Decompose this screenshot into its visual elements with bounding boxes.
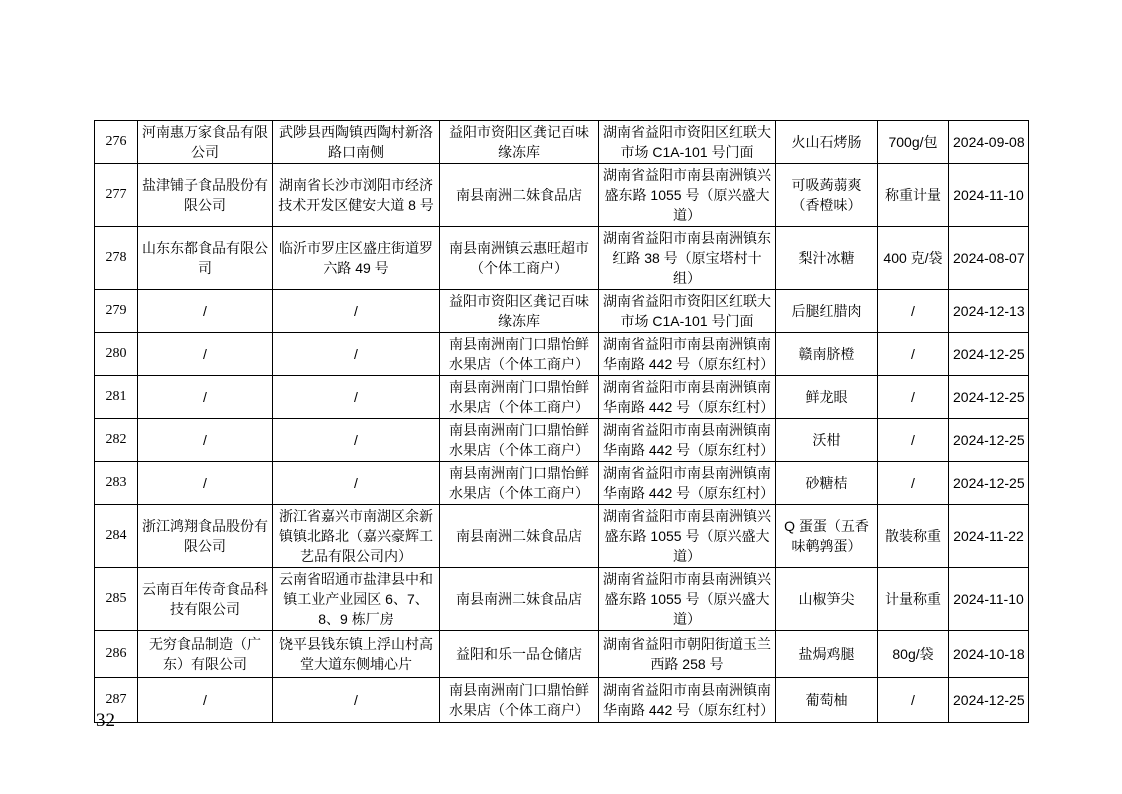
cell-producer-name: 云南百年传奇食品科技有限公司 xyxy=(138,568,273,631)
cell-producer-address: / xyxy=(273,333,440,376)
cell-producer-address: 湖南省长沙市浏阳市经济技术开发区健安大道 8 号 xyxy=(273,164,440,227)
table-row xyxy=(95,227,1029,290)
cell-food-name: 可吸蒟蒻爽（香橙味） xyxy=(776,164,878,227)
cell-producer-address: / xyxy=(273,376,440,419)
cell-food-name: 后腿红腊肉 xyxy=(776,290,878,333)
cell-sampled-unit: 益阳市资阳区龚记百味缘冻库 xyxy=(440,290,599,333)
cell-producer-name: 无穷食品制造（广东）有限公司 xyxy=(138,631,273,678)
cell-sampled-address: 湖南省益阳市南县南洲镇南华南路 442 号（原东红村） xyxy=(599,419,776,462)
cell-date: 2024-11-10 xyxy=(949,164,1029,227)
cell-row-number: 277 xyxy=(95,164,138,227)
cell-date: 2024-10-18 xyxy=(949,631,1029,678)
cell-spec: 计量称重 xyxy=(878,568,949,631)
cell-producer-name: / xyxy=(138,462,273,505)
table-row xyxy=(95,631,1029,678)
cell-spec: / xyxy=(878,376,949,419)
cell-food-name: 火山石烤肠 xyxy=(776,121,878,164)
table-row xyxy=(95,121,1029,164)
cell-producer-name: / xyxy=(138,419,273,462)
cell-spec: / xyxy=(878,333,949,376)
cell-producer-address: 临沂市罗庄区盛庄街道罗六路 49 号 xyxy=(273,227,440,290)
cell-date: 2024-12-25 xyxy=(949,462,1029,505)
cell-spec: / xyxy=(878,290,949,333)
cell-date: 2024-12-25 xyxy=(949,333,1029,376)
cell-spec: 80g/袋 xyxy=(878,631,949,678)
cell-producer-address: / xyxy=(273,290,440,333)
cell-sampled-unit: 南县南洲二妹食品店 xyxy=(440,505,599,568)
cell-sampled-address: 湖南省益阳市南县南洲镇东红路 38 号（原宝塔村十组） xyxy=(599,227,776,290)
table-row xyxy=(95,376,1029,419)
cell-producer-address: 浙江省嘉兴市南湖区余新镇镇北路北（嘉兴豪辉工艺品有限公司内） xyxy=(273,505,440,568)
cell-row-number: 285 xyxy=(95,568,138,631)
cell-food-name: 葡萄柚 xyxy=(776,678,878,723)
cell-row-number: 283 xyxy=(95,462,138,505)
cell-sampled-unit: 南县南洲二妹食品店 xyxy=(440,164,599,227)
cell-date: 2024-11-10 xyxy=(949,568,1029,631)
cell-food-name: 沃柑 xyxy=(776,419,878,462)
cell-date: 2024-12-13 xyxy=(949,290,1029,333)
cell-producer-address: / xyxy=(273,462,440,505)
cell-producer-address: / xyxy=(273,678,440,723)
cell-sampled-address: 湖南省益阳市南县南洲镇南华南路 442 号（原东红村） xyxy=(599,678,776,723)
cell-spec: / xyxy=(878,678,949,723)
cell-sampled-unit: 南县南洲镇云惠旺超市（个体工商户） xyxy=(440,227,599,290)
cell-row-number: 279 xyxy=(95,290,138,333)
table-row xyxy=(95,164,1029,227)
cell-spec: 散装称重 xyxy=(878,505,949,568)
page-number: 32 xyxy=(96,710,115,731)
sampling-record-table xyxy=(94,120,1029,723)
cell-spec: 400 克/袋 xyxy=(878,227,949,290)
cell-row-number: 286 xyxy=(95,631,138,678)
cell-food-name: Q 蛋蛋（五香味鹌鹑蛋） xyxy=(776,505,878,568)
cell-sampled-address: 湖南省益阳市南县南洲镇兴盛东路 1055 号（原兴盛大道） xyxy=(599,505,776,568)
cell-spec: 700g/包 xyxy=(878,121,949,164)
cell-producer-name: / xyxy=(138,376,273,419)
cell-producer-name: 河南惠万家食品有限公司 xyxy=(138,121,273,164)
cell-date: 2024-11-22 xyxy=(949,505,1029,568)
cell-sampled-unit: 南县南洲南门口鼎怡鲜水果店（个体工商户） xyxy=(440,678,599,723)
table-row xyxy=(95,333,1029,376)
cell-row-number: 282 xyxy=(95,419,138,462)
cell-sampled-unit: 南县南洲南门口鼎怡鲜水果店（个体工商户） xyxy=(440,376,599,419)
cell-date: 2024-12-25 xyxy=(949,419,1029,462)
cell-row-number: 278 xyxy=(95,227,138,290)
cell-row-number: 287 xyxy=(95,678,138,723)
cell-food-name: 山椒笋尖 xyxy=(776,568,878,631)
cell-row-number: 281 xyxy=(95,376,138,419)
cell-producer-name: / xyxy=(138,333,273,376)
table-row xyxy=(95,290,1029,333)
cell-date: 2024-08-07 xyxy=(949,227,1029,290)
cell-spec: 称重计量 xyxy=(878,164,949,227)
table-row xyxy=(95,505,1029,568)
cell-date: 2024-12-25 xyxy=(949,678,1029,723)
cell-producer-address: / xyxy=(273,419,440,462)
table-row xyxy=(95,568,1029,631)
cell-food-name: 鲜龙眼 xyxy=(776,376,878,419)
cell-food-name: 梨汁冰糖 xyxy=(776,227,878,290)
cell-sampled-address: 湖南省益阳市朝阳街道玉兰西路 258 号 xyxy=(599,631,776,678)
cell-row-number: 276 xyxy=(95,121,138,164)
cell-spec: / xyxy=(878,462,949,505)
cell-sampled-address: 湖南省益阳市南县南洲镇南华南路 442 号（原东红村） xyxy=(599,376,776,419)
table-row xyxy=(95,462,1029,505)
cell-row-number: 280 xyxy=(95,333,138,376)
cell-sampled-address: 湖南省益阳市南县南洲镇兴盛东路 1055 号（原兴盛大道） xyxy=(599,568,776,631)
cell-sampled-address: 湖南省益阳市南县南洲镇南华南路 442 号（原东红村） xyxy=(599,462,776,505)
cell-sampled-address: 湖南省益阳市南县南洲镇南华南路 442 号（原东红村） xyxy=(599,333,776,376)
cell-food-name: 赣南脐橙 xyxy=(776,333,878,376)
cell-sampled-address: 湖南省益阳市资阳区红联大市场 C1A-101 号门面 xyxy=(599,121,776,164)
cell-date: 2024-09-08 xyxy=(949,121,1029,164)
table-row xyxy=(95,419,1029,462)
cell-sampled-unit: 南县南洲南门口鼎怡鲜水果店（个体工商户） xyxy=(440,419,599,462)
cell-sampled-unit: 益阳和乐一品仓储店 xyxy=(440,631,599,678)
cell-sampled-address: 湖南省益阳市南县南洲镇兴盛东路 1055 号（原兴盛大道） xyxy=(599,164,776,227)
cell-producer-name: 山东东都食品有限公司 xyxy=(138,227,273,290)
cell-sampled-unit: 南县南洲二妹食品店 xyxy=(440,568,599,631)
cell-sampled-unit: 南县南洲南门口鼎怡鲜水果店（个体工商户） xyxy=(440,462,599,505)
cell-sampled-unit: 益阳市资阳区龚记百味缘冻库 xyxy=(440,121,599,164)
cell-producer-address: 云南省昭通市盐津县中和镇工业产业园区 6、7、8、9 栋厂房 xyxy=(273,568,440,631)
table-row xyxy=(95,678,1029,723)
cell-food-name: 砂糖桔 xyxy=(776,462,878,505)
cell-row-number: 284 xyxy=(95,505,138,568)
cell-date: 2024-12-25 xyxy=(949,376,1029,419)
cell-sampled-address: 湖南省益阳市资阳区红联大市场 C1A-101 号门面 xyxy=(599,290,776,333)
cell-producer-name: 浙江鸿翔食品股份有限公司 xyxy=(138,505,273,568)
cell-food-name: 盐焗鸡腿 xyxy=(776,631,878,678)
cell-producer-address: 饶平县钱东镇上浮山村高堂大道东侧埔心片 xyxy=(273,631,440,678)
cell-producer-name: / xyxy=(138,678,273,723)
cell-producer-name: / xyxy=(138,290,273,333)
cell-producer-address: 武陟县西陶镇西陶村新洛路口南侧 xyxy=(273,121,440,164)
cell-producer-name: 盐津铺子食品股份有限公司 xyxy=(138,164,273,227)
table-body xyxy=(95,121,1029,723)
cell-sampled-unit: 南县南洲南门口鼎怡鲜水果店（个体工商户） xyxy=(440,333,599,376)
cell-spec: / xyxy=(878,419,949,462)
